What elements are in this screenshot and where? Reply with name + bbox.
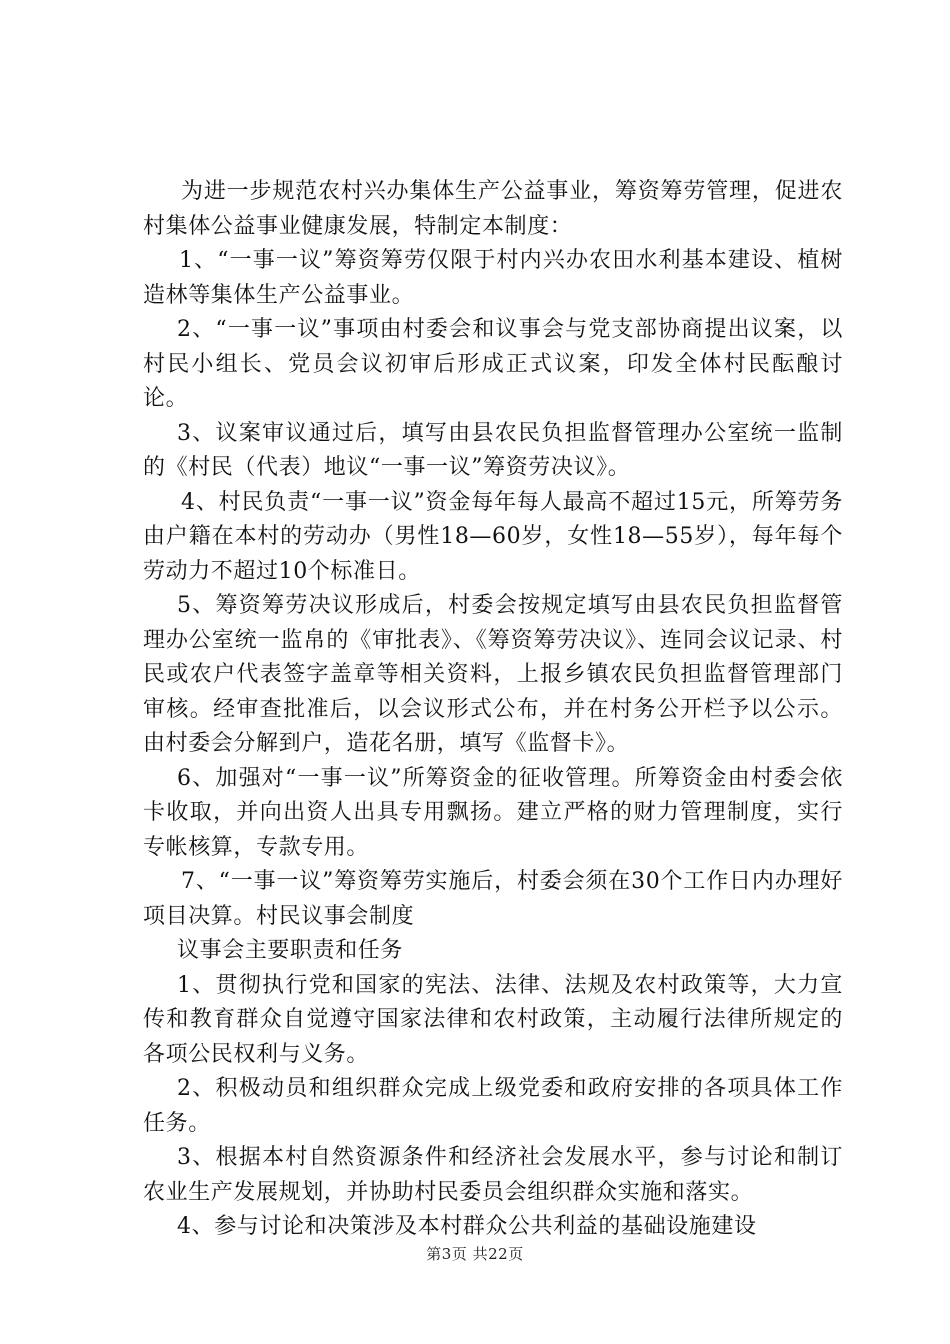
intro-paragraph: 为进一步规范农村兴办集体生产公益事业，筹资筹劳管理，促进农村集体公益事业健康发展，特制定本制度：	[143, 179, 843, 239]
duty-3-paragraph: 3、根据本村自然资源条件和经济社会发展水平，参与讨论和制订农业生产发展规划，并协助村民委员会组织群众实施和落实。	[143, 1145, 843, 1205]
duty-1-paragraph: 1、贯彻执行党和国家的宪法、法律、法规及农村政策等，大力宣传和教育群众自觉遵守国家法律和农村政策，主动履行法律所规定的各项公民权利与义务。	[143, 972, 843, 1067]
page-footer: 第3页 共22页	[426, 1245, 524, 1263]
duty-4-paragraph: 4、参与讨论和决策涉及本村群众公共利益的基础设施建设	[177, 1214, 757, 1239]
rule-2-paragraph: 2、“一事一议”事项由村委会和议事会与党支部协商提出议案，以村民小组长、党员会议初审后形成正式议案，印发全体村民酝酿讨论。	[143, 317, 843, 411]
rule-3-paragraph: 3、议案审议通过后，填写由县农民负担监督管理办公室统一监制的《村民（代表）地议“一事一议”筹资劳决议》。	[143, 420, 843, 480]
duty-2-paragraph: 2、积极动员和组织群众完成上级党委和政府安排的各项具体工作任务。	[143, 1076, 843, 1136]
rule-1-paragraph: 1、“一事一议”筹资筹劳仅限于村内兴办农田水利基本建设、植树造林等集体生产公益事业。	[143, 248, 843, 308]
rule-5-paragraph: 5、筹资筹劳决议形成后，村委会按规定填写由县农民负担监督管理办公室统一监帛的《审批表》、《筹资筹劳决议》、连同会议记录、村民或农户代表签字盖章等相关资料，上报乡镇农民负担监督管理部门审核。经审查批准后，以会议形式公布，并在村务公开栏予以公示。由村委会分解到户，造花名册，填写《监督卡》。	[143, 593, 843, 756]
rule-7-paragraph: 7、“一事一议”筹资筹劳实施后，村委会须在30个工作日内办理好项目决算。村民议事会制度	[143, 869, 843, 929]
rule-4-paragraph: 4、村民负责“一事一议”资金每年每人最高不超过15元，所筹劳务由户籍在本村的劳动办（男性18—60岁，女性18—55岁），每年每个劳动力不超过10个标准日。	[143, 489, 843, 584]
rule-6-paragraph: 6、加强对“一事一议”所筹资金的征收管理。所筹资金由村委会依卡收取，并向出资人出具专用飘扬。建立严格的财力管理制度，实行专帐核算，专款专用。	[143, 765, 843, 860]
document-body	[143, 175, 843, 1245]
section-heading: 议事会主要职责和任务	[177, 938, 404, 963]
